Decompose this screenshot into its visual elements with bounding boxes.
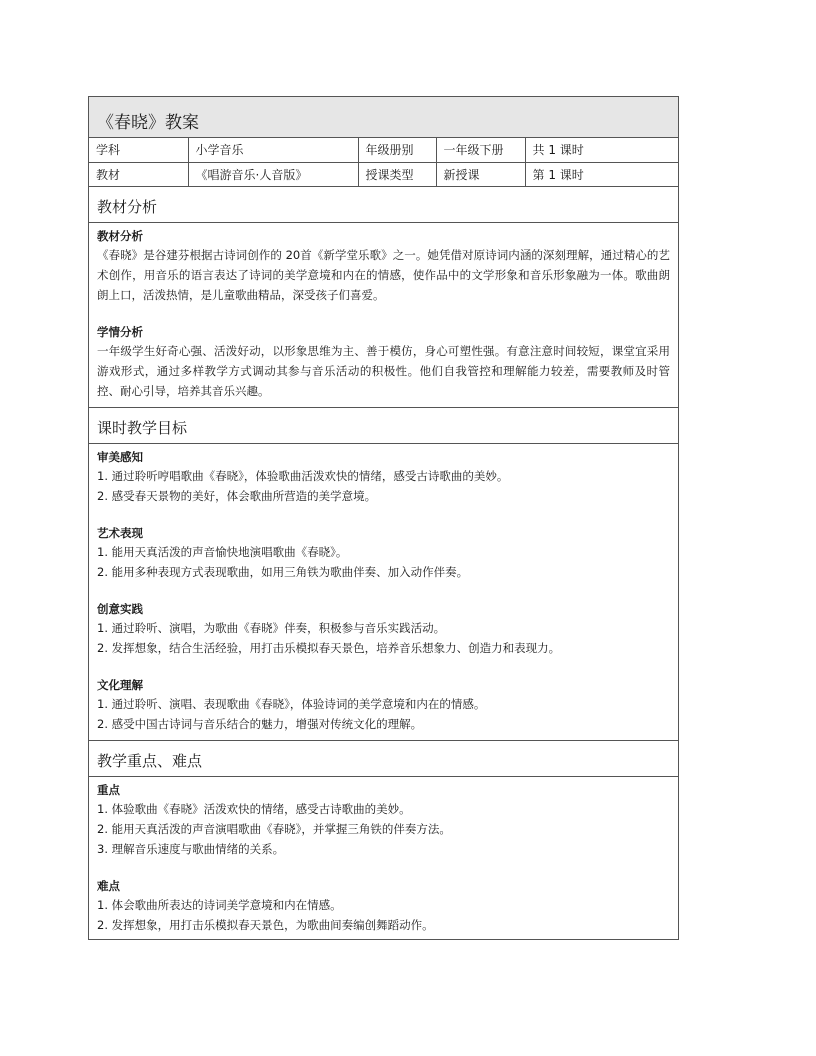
list-item: 2. 发挥想象，用打击乐模拟春天景色，为歌曲间奏编创舞蹈动作。: [97, 917, 434, 932]
section-heading-textbook-analysis: 教材分析: [89, 187, 678, 223]
current-hour: 第 1 课时: [525, 162, 678, 186]
list-item: 2. 能用天真活泼的声音演唱歌曲《春晓》，并掌握三角铁的伴奏方法。: [97, 821, 451, 836]
list-item: 1. 体验歌曲《春晓》活泼欢快的情绪，感受古诗歌曲的美妙。: [97, 801, 411, 816]
lesson-type-value: 新授课: [436, 162, 525, 186]
subsection-title: 艺术表现: [97, 525, 143, 540]
paragraph-student-analysis: 一年级学生好奇心强、活泼好动，以形象思维为主、善于模仿，身心可塑性强。有意注意时间较短，课堂宜采用游戏形式，通过多样教学方式调动其参与音乐活动的积极性。他们自我管控和理解能力较差，需要教师及时管控、耐心引导，培养其音乐兴趣。: [97, 343, 670, 398]
paragraph-textbook-analysis: 《春晓》是谷建芬根据古诗词创作的 20首《新学堂乐歌》之一。她凭借对原诗词内涵的深刻理解，通过精心的艺术创作，用音乐的语言表达了诗词的美学意境和内在的情感，使作品中的文学形象和音乐形象融为一体。歌曲朗朗上口，活泼热情，是儿童歌曲精品，深受孩子们喜爱。: [97, 247, 670, 302]
subject-label: 学科: [89, 138, 188, 162]
section-heading-teaching-objectives: 课时教学目标: [89, 408, 678, 444]
list-item: 2. 能用多种表现方式表现歌曲，如用三角铁为歌曲伴奏、加入动作伴奏。: [97, 564, 469, 579]
section-body-teaching-objectives: [89, 444, 678, 741]
list-item: 1. 通过聆听哼唱歌曲《春晓》，体验歌曲活泼欢快的情绪，感受古诗歌曲的美妙。: [97, 468, 509, 483]
subsection-title: 文化理解: [97, 677, 143, 692]
document-title: 《春晓》教案: [97, 113, 199, 133]
table-row: [89, 162, 678, 186]
grade-label: 年级册别: [358, 138, 436, 162]
textbook-label: 教材: [89, 162, 188, 186]
total-hours: 共 1 课时: [525, 138, 678, 162]
lesson-type-label: 授课类型: [358, 162, 436, 186]
lesson-plan-document: [88, 96, 679, 940]
textbook-value: 《唱游音乐·人音版》: [188, 162, 358, 186]
section-body-key-points: [89, 777, 678, 939]
list-item: 1. 能用天真活泼的声音愉快地演唱歌曲《春晓》。: [97, 544, 348, 559]
section-body-textbook-analysis: [89, 223, 678, 408]
lesson-info-table: [89, 138, 678, 187]
subject-value: 小学音乐: [188, 138, 358, 162]
list-item: 1. 体会歌曲所表达的诗词美学意境和内在情感。: [97, 897, 342, 912]
subsection-title: 难点: [97, 878, 120, 893]
table-row: [89, 138, 678, 162]
subsection-title: 学情分析: [97, 324, 143, 339]
list-item: 1. 通过聆听、演唱、表现歌曲《春晓》，体验诗词的美学意境和内在的情感。: [97, 696, 486, 711]
title-row: [89, 97, 678, 138]
list-item: 2. 感受春天景物的美好，体会歌曲所营造的美学意境。: [97, 488, 377, 503]
list-item: 3. 理解音乐速度与歌曲情绪的关系。: [97, 841, 285, 856]
list-item: 1. 通过聆听、演唱，为歌曲《春晓》伴奏，积极参与音乐实践活动。: [97, 620, 446, 635]
list-item: 2. 发挥想象，结合生活经验，用打击乐模拟春天景色，培养音乐想象力、创造力和表现力。: [97, 640, 561, 655]
subsection-title: 审美感知: [97, 449, 143, 464]
subsection-title: 教材分析: [97, 228, 143, 243]
grade-value: 一年级下册: [436, 138, 525, 162]
list-item: 2. 感受中国古诗词与音乐结合的魅力，增强对传统文化的理解。: [97, 716, 423, 731]
section-heading-key-points: 教学重点、难点: [89, 741, 678, 777]
subsection-title: 重点: [97, 782, 120, 797]
subsection-title: 创意实践: [97, 601, 143, 616]
